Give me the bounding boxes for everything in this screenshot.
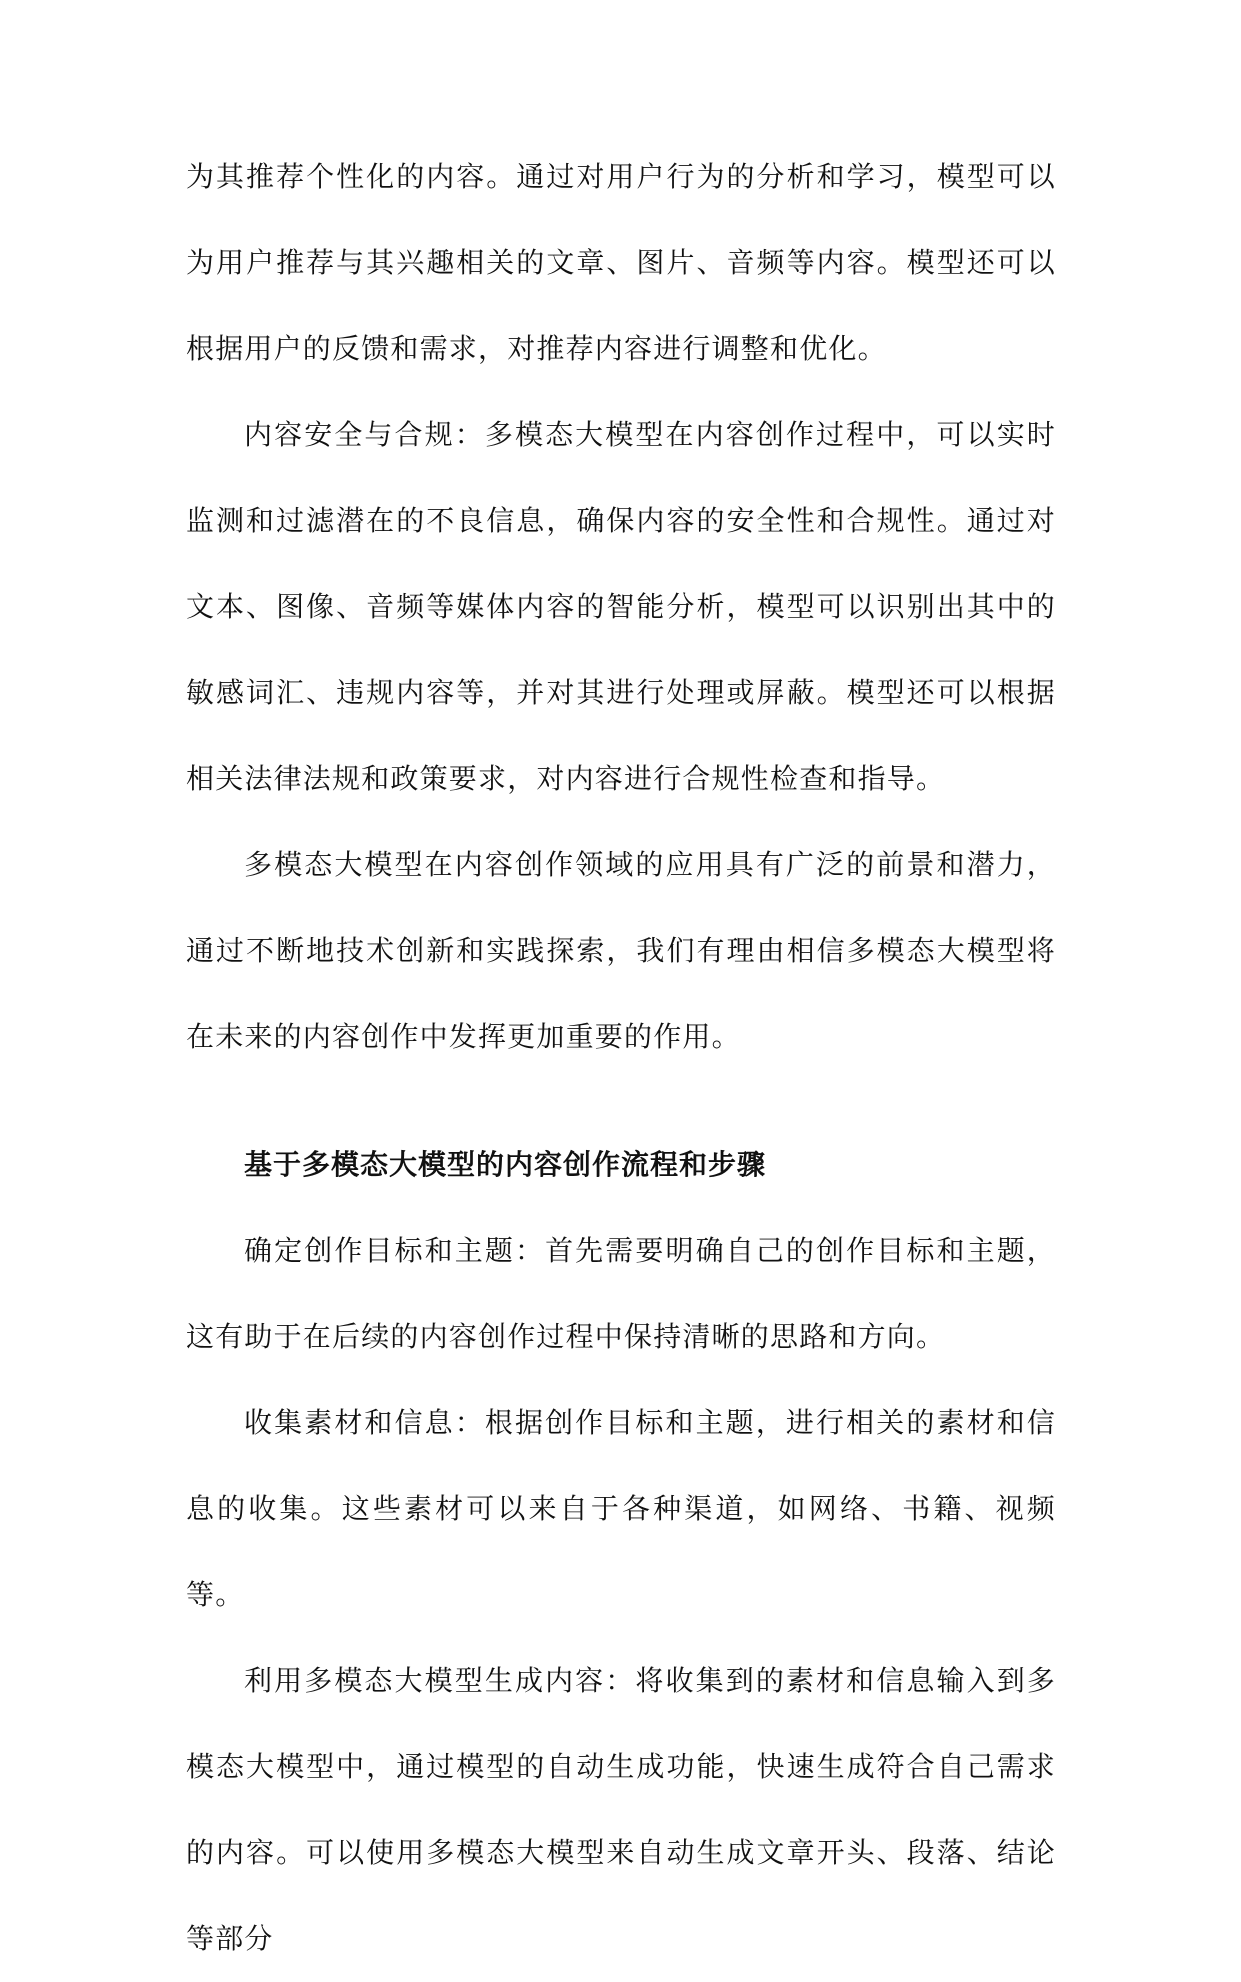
paragraph-step-generate: 利用多模态大模型生成内容：将收集到的素材和信息输入到多模态大模型中，通过模型的自动生成功能，快速生成符合自己需求的内容。可以使用多模态大模型来自动生成文章开头、段落、结论等部分	[186, 1664, 1056, 1955]
section-heading: 基于多模态大模型的内容创作流程和步骤	[244, 1148, 767, 1181]
paragraph-step-collect: 收集素材和信息：根据创作目标和主题，进行相关的素材和信息的收集。这些素材可以来自于各种渠道，如网络、书籍、视频等。	[186, 1406, 1056, 1611]
document-body	[186, 134, 1056, 1982]
paragraph-step-goal: 确定创作目标和主题：首先需要明确自己的创作目标和主题，这有助于在后续的内容创作过程中保持清晰的思路和方向。	[186, 1234, 1056, 1353]
paragraph-outlook: 多模态大模型在内容创作领域的应用具有广泛的前景和潜力，通过不断地技术创新和实践探索，我们有理由相信多模态大模型将在未来的内容创作中发挥更加重要的作用。	[186, 848, 1056, 1053]
paragraph-content-safety: 内容安全与合规：多模态大模型在内容创作过程中，可以实时监测和过滤潜在的不良信息，确保内容的安全性和合规性。通过对文本、图像、音频等媒体内容的智能分析，模型可以识别出其中的敏感词汇、违规内容等，并对其进行处理或屏蔽。模型还可以根据相关法律法规和政策要求，对内容进行合规性检查和指导。	[186, 418, 1056, 795]
paragraph-recommendation-continued: 为其推荐个性化的内容。通过对用户行为的分析和学习，模型可以为用户推荐与其兴趣相关的文章、图片、音频等内容。模型还可以根据用户的反馈和需求，对推荐内容进行调整和优化。	[186, 160, 1056, 365]
